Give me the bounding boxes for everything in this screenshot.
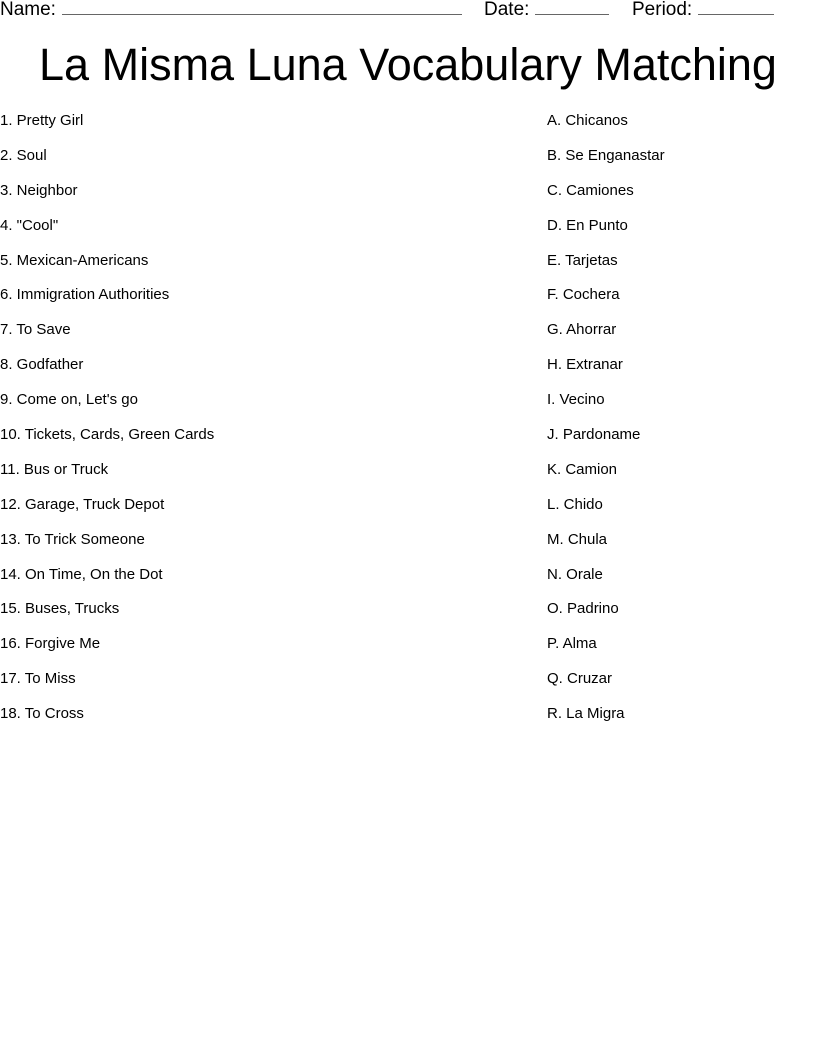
date-label: Date: — [484, 0, 530, 20]
answer-item: B. Se Enganastar — [547, 146, 665, 164]
answer-item: E. Tarjetas — [547, 251, 618, 269]
period-blank-line[interactable] — [698, 0, 774, 15]
answers-list — [547, 111, 807, 739]
prompt-item: 2. Soul — [0, 146, 47, 164]
name-blank-line[interactable] — [62, 0, 462, 15]
answer-item: O. Padrino — [547, 600, 619, 618]
prompts-list — [0, 111, 500, 739]
answer-item: D. En Punto — [547, 216, 628, 234]
prompt-item: 16. Forgive Me — [0, 635, 101, 653]
prompt-item: 18. To Cross — [0, 705, 84, 723]
answer-item: Q. Cruzar — [547, 670, 613, 688]
period-label: Period: — [632, 0, 693, 20]
prompt-item: 12. Garage, Truck Depot — [0, 495, 165, 513]
prompt-item: 9. Come on, Let's go — [0, 391, 138, 409]
prompt-item: 13. To Trick Someone — [0, 530, 145, 548]
prompt-item: 6. Immigration Authorities — [0, 286, 170, 304]
prompt-item: 10. Tickets, Cards, Green Cards — [0, 426, 215, 444]
answer-item: C. Camiones — [547, 181, 634, 199]
answer-item: I. Vecino — [547, 391, 605, 409]
answer-item: A. Chicanos — [547, 112, 628, 129]
answer-item: R. La Migra — [547, 705, 625, 723]
prompt-item: 5. Mexican-Americans — [0, 251, 149, 269]
prompt-item: 1. Pretty Girl — [0, 112, 84, 129]
prompt-item: 3. Neighbor — [0, 181, 78, 199]
period-field[interactable] — [632, 0, 774, 22]
answer-item: P. Alma — [547, 635, 597, 653]
prompt-item: 11. Bus or Truck — [0, 460, 109, 478]
answer-item: G. Ahorrar — [547, 321, 617, 339]
prompt-item: 4. "Cool" — [0, 216, 59, 234]
name-label: Name: — [0, 0, 56, 20]
name-field[interactable] — [0, 0, 462, 22]
answer-item: F. Cochera — [547, 286, 620, 304]
prompt-item: 7. To Save — [0, 321, 71, 339]
answer-item: J. Pardoname — [547, 426, 641, 444]
prompt-item: 8. Godfather — [0, 356, 84, 374]
answer-item: L. Chido — [547, 495, 603, 513]
page-title: La Misma Luna Vocabulary Matching — [39, 39, 777, 90]
date-blank-line[interactable] — [535, 0, 609, 15]
date-field[interactable] — [484, 0, 609, 22]
answer-item: H. Extranar — [547, 356, 623, 374]
answer-item: K. Camion — [547, 460, 618, 478]
answer-item: M. Chula — [547, 530, 608, 548]
prompt-item: 14. On Time, On the Dot — [0, 565, 163, 583]
prompt-item: 17. To Miss — [0, 670, 76, 688]
prompt-item: 15. Buses, Trucks — [0, 600, 120, 618]
answer-item: N. Orale — [547, 565, 603, 583]
